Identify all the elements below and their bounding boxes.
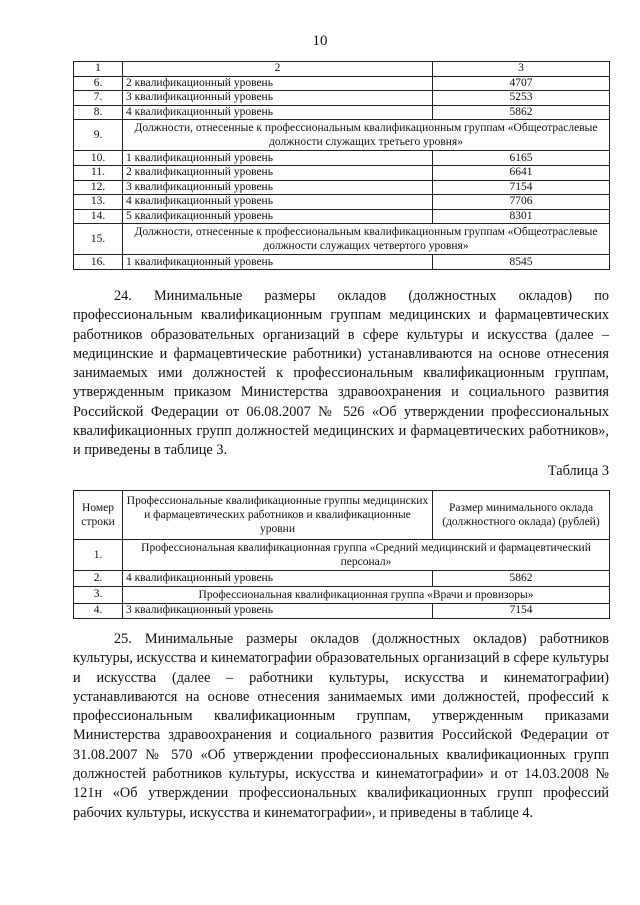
row-number: 3. (74, 586, 123, 603)
table-row (74, 105, 610, 120)
row-number: 6. (74, 76, 123, 91)
qualification-level: 4 квалификационный уровень (123, 105, 433, 120)
salary-value: 6165 (433, 151, 610, 166)
table-row (74, 209, 610, 224)
table-row (74, 76, 610, 91)
qualification-level: 5 квалификационный уровень (123, 209, 433, 224)
table-group-row (74, 586, 610, 603)
row-number: 16. (74, 255, 123, 270)
qualification-level: 2 квалификационный уровень (123, 165, 433, 180)
table-header-row (74, 491, 610, 540)
salary-table-continued (73, 61, 610, 270)
group-title: Профессиональная квалификационная группа «Средний медицинский и фармацевтический персонал» (123, 540, 610, 571)
group-title: Должности, отнесенные к профессиональным квалификационным группам «Общеотраслевые должности служащих четвертого уровня» (123, 224, 610, 255)
row-number: 12. (74, 180, 123, 195)
row-number: 2. (74, 571, 123, 587)
table-group-row (74, 224, 610, 255)
paragraph-25: 25. Минимальные размеры окладов (должностных окладов) работников культуры, искусства и кинематографии образовательных организаций в сфере культуры и искусства (далее – работники культуры, искусства и кинематографии) устанавливаются на основе отнесения занимаемых ими должностей, профессий к профессиональным квалификационным группам, утвержденным приказами Министерства здравоохранения и социального развития Российской Федерации от 31.08.2007 № 570 «Об утверждении профессиональных квалификационных групп должностей работников культуры, искусства и кинематографии» и от 14.03.2008 № 121н «Об утверждении профессиональных квалификационных групп профессий рабочих культуры, искусства и кинематографии», и приведены в таблице 4. (73, 631, 609, 821)
table-row (74, 571, 610, 587)
row-number: 15. (74, 224, 123, 255)
row-number: 10. (74, 151, 123, 166)
salary-value: 7706 (433, 195, 610, 210)
row-number: 13. (74, 195, 123, 210)
table-group-row (74, 120, 610, 151)
salary-value: 7154 (433, 180, 610, 195)
qualification-level: 4 квалификационный уровень (123, 571, 433, 587)
qualification-level: 2 квалификационный уровень (123, 76, 433, 91)
header-row-number: Номер строки (74, 491, 123, 540)
group-title: Должности, отнесенные к профессиональным квалификационным группам «Общеотраслевые должности служащих третьего уровня» (123, 120, 610, 151)
salary-value: 6641 (433, 165, 610, 180)
paragraph-24: 24. Минимальные размеры окладов (должностных окладов) по профессиональным квалификационным группам медицинских и фармацевтических работников образовательных организаций в сфере культуры и искусства (далее – медицинские и фармацевтические работники) устанавливаются на основе отнесения занимаемых ими должностей к профессиональным квалификационным группам, утвержденным приказом Министерства здравоохранения и социального развития Российской Федерации от 06.08.2007 № 526 «Об утверждении профессиональных квалификационных групп должностей медицинских и фармацевтических работников», и приведены в таблице 3. (73, 288, 609, 459)
group-title: Профессиональная квалификационная группа «Врачи и провизоры» (123, 586, 610, 603)
table-3-caption: Таблица 3 (547, 463, 609, 479)
medical-salary-table (73, 490, 610, 619)
header-minimum-salary: Размер минимального оклада (должностного оклада) (рублей) (433, 491, 610, 540)
salary-value: 4707 (433, 76, 610, 91)
qualification-level: 3 квалификационный уровень (123, 180, 433, 195)
salary-value: 8545 (433, 255, 610, 270)
table-row (74, 91, 610, 106)
qualification-level: 1 квалификационный уровень (123, 255, 433, 270)
qualification-level: 3 квалификационный уровень (123, 91, 433, 106)
qualification-level: 4 квалификационный уровень (123, 195, 433, 210)
header-qualification-groups: Профессиональные квалификационные группы медицинских и фармацевтических работников и квалификационные уровни (123, 491, 433, 540)
table-row (74, 603, 610, 619)
row-number: 9. (74, 120, 123, 151)
row-number: 4. (74, 603, 123, 619)
table-row (74, 195, 610, 210)
salary-value: 7154 (433, 603, 610, 619)
row-number: 1. (74, 540, 123, 571)
row-number: 7. (74, 91, 123, 106)
column-number-2: 2 (123, 62, 433, 77)
salary-value: 5253 (433, 91, 610, 106)
table-row (74, 180, 610, 195)
qualification-level: 1 квалификационный уровень (123, 151, 433, 166)
row-number: 8. (74, 105, 123, 120)
table-row (74, 165, 610, 180)
table-row (74, 151, 610, 166)
table-group-row (74, 540, 610, 571)
salary-value: 5862 (433, 105, 610, 120)
table-header-row (74, 62, 610, 77)
salary-value: 8301 (433, 209, 610, 224)
column-number-1: 1 (74, 62, 123, 77)
row-number: 14. (74, 209, 123, 224)
row-number: 11. (74, 165, 123, 180)
salary-value: 5862 (433, 571, 610, 587)
page-number: 10 (312, 33, 328, 49)
table-row (74, 255, 610, 270)
column-number-3: 3 (433, 62, 610, 77)
qualification-level: 3 квалификационный уровень (123, 603, 433, 619)
